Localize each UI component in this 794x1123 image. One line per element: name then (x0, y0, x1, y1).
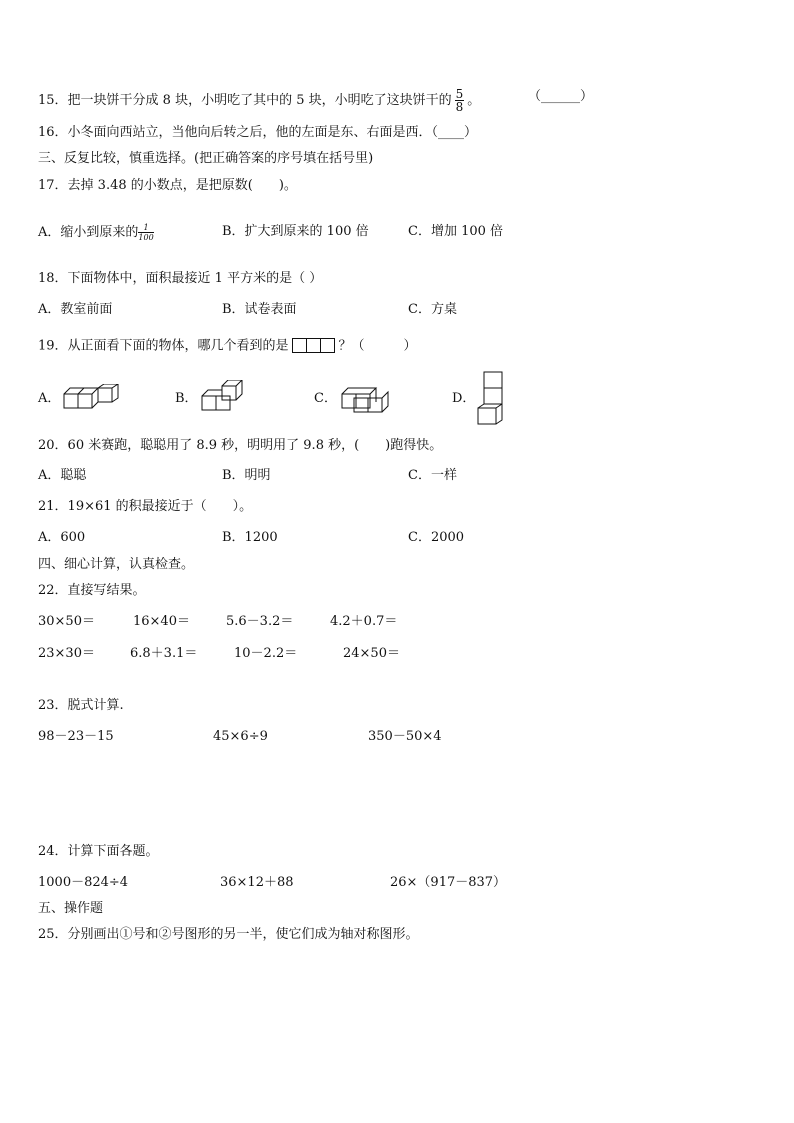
question-18: 18．下面物体中，面积最接近 1 平方米的是（ ） (38, 271, 323, 286)
calc-item: 45×6÷9 (213, 729, 268, 744)
fraction-denominator: 8 (455, 100, 464, 114)
cube-stack-c-icon (340, 384, 392, 414)
option-20-b[interactable]: B．明明 (222, 468, 271, 483)
question-19-bracket: ？（ ） (338, 338, 417, 354)
fraction (455, 88, 465, 113)
calc-item: 4.2＋0.7＝ (330, 614, 398, 629)
calc-item: 24×50＝ (343, 646, 400, 661)
calc-item: 5.6－3.2＝ (226, 614, 294, 629)
section-4-heading: 四、细心计算，认真检查。 (38, 557, 195, 572)
calc-item: 30×50＝ (38, 614, 95, 629)
small-fraction-denominator: 100 (138, 233, 154, 242)
question-25: 25．分别画出①号和②号图形的另一半，使它们成为轴对称图形。 (38, 927, 419, 942)
question-20: 20．60 米赛跑，聪聪用了 8.9 秒，明明用了 9.8 秒，( )跑得快。 (38, 438, 443, 453)
section-5-heading: 五、操作题 (38, 901, 104, 916)
question-15 (38, 88, 480, 113)
calc-item: 23×30＝ (38, 646, 95, 661)
question-19 (38, 337, 417, 356)
question-21: 21．19×61 的积最接近于（ ）。 (38, 499, 253, 514)
small-fraction-numerator: 1 (138, 223, 153, 233)
option-20-c[interactable]: C．一样 (408, 468, 457, 483)
option-20-a[interactable]: A．聪聪 (38, 468, 87, 483)
calc-item: 16×40＝ (133, 614, 190, 629)
question-23: 23．脱式计算. (38, 698, 124, 713)
option-19-c[interactable]: C． (314, 391, 337, 406)
option-18-b[interactable]: B．试卷表面 (222, 302, 297, 317)
option-17-a-label: A．缩小到原来的 (38, 225, 139, 240)
question-19-text: 19．从正面看下面的物体，哪几个看到的是 (38, 338, 289, 354)
calc-item: 36×12＋88 (220, 875, 294, 890)
calc-item: 6.8＋3.1＝ (130, 646, 198, 661)
question-24: 24．计算下面各题。 (38, 844, 159, 859)
calc-item: 26×（917－837） (390, 875, 507, 890)
calc-item: 1000－824÷4 (38, 875, 129, 890)
option-18-a[interactable]: A．教室前面 (38, 302, 113, 317)
fraction-numerator: 5 (455, 87, 464, 101)
option-17-a[interactable] (38, 223, 154, 242)
option-19-a[interactable]: A． (38, 391, 61, 406)
question-17: 17．去掉 3.48 的小数点，是把原数( )。 (38, 178, 297, 193)
option-21-a[interactable]: A．600 (38, 530, 86, 545)
cube-stack-b-icon (200, 380, 252, 414)
calc-item: 350－50×4 (368, 729, 442, 744)
question-15-suffix: 。 (467, 93, 481, 108)
option-17-b[interactable]: B．扩大到原来的 100 倍 (222, 224, 369, 239)
cube-stack-a-icon (62, 384, 120, 412)
question-15-text: 15．把一块饼干分成 8 块，小明吃了其中的 5 块，小明吃了这块饼干的 (38, 93, 452, 108)
answer-blank-15[interactable]: （______） (528, 89, 594, 104)
option-18-c[interactable]: C．方桌 (408, 302, 457, 317)
option-21-b[interactable]: B．1200 (222, 530, 278, 545)
calc-item: 98－23－15 (38, 729, 114, 744)
section-3-heading: 三、反复比较，慎重选择。(把正确答案的序号填在括号里) (38, 151, 374, 166)
calc-item: 10－2.2＝ (234, 646, 298, 661)
option-21-c[interactable]: C．2000 (408, 530, 465, 545)
small-fraction (138, 223, 153, 242)
cube-tower-d-icon (476, 368, 506, 428)
question-16: 16．小冬面向西站立，当他向后转之后，他的左面是东、右面是西．（____） (38, 125, 478, 140)
question-22: 22．直接写结果。 (38, 583, 146, 598)
option-17-c[interactable]: C．增加 100 倍 (408, 224, 504, 239)
option-19-d[interactable]: D． (452, 391, 476, 406)
three-squares-icon (293, 337, 335, 355)
option-19-b[interactable]: B． (175, 391, 198, 406)
